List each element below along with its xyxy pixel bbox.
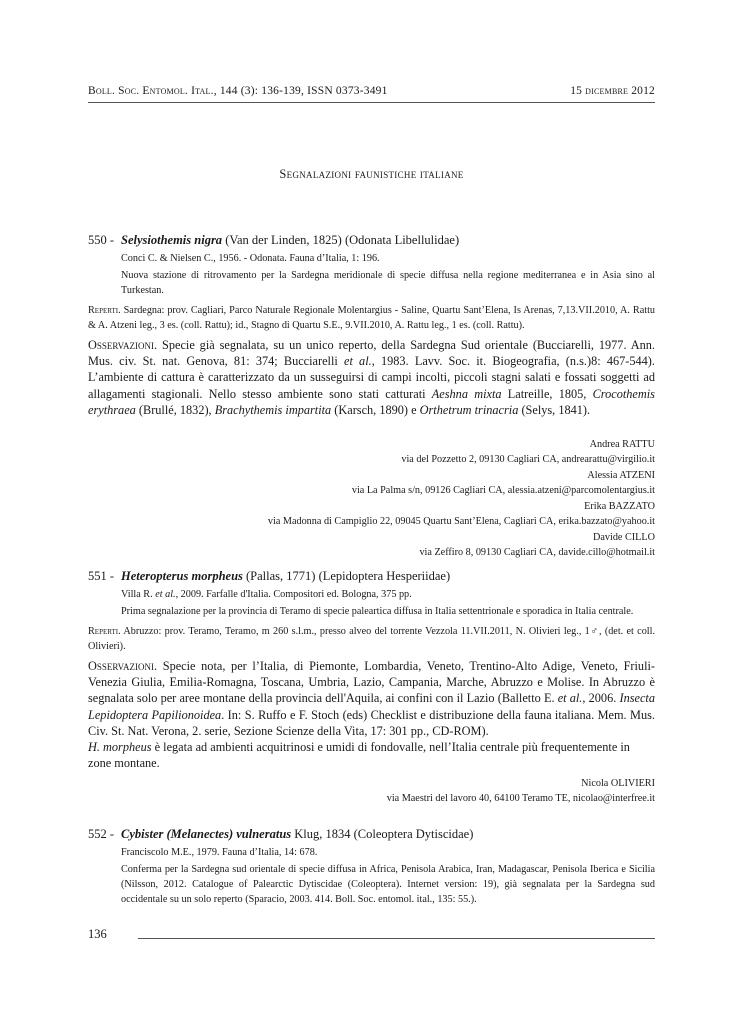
observations-continuation — [88, 739, 655, 771]
observations-text: Latreille, 1805, — [507, 386, 587, 401]
author-name: Davide CILLO — [593, 532, 655, 544]
observations-text: (Karsch, 1890) e — [334, 402, 417, 417]
observations-italic: et al. — [557, 691, 583, 706]
record-note: Conferma per la Sardegna sud orientale di specie diffusa in Africa, Penisola Arabica, Iran, Madagascar, Penisola Iberica e Sicilia (Nilsson, 2012. Catalogue of Palearctic Dytiscidae (Coleoptera). Internet version: 19), già segnalata per la Sardegna sud occidentale su un solo reperto (Sparacio, 2003. 414. Boll. Soc. entomol. ital., 135: 55.). — [121, 864, 655, 905]
record-note: Nuova stazione di ritrovamento per la Sardegna meridionale di specie diffusa nella regione mediterranea e in Asia sino al Turkestan. — [121, 270, 655, 296]
observations-paragraph — [88, 658, 655, 739]
citation-italic: et al. — [155, 589, 176, 600]
record-number: 552 - — [88, 827, 115, 841]
reference-citation: Franciscolo M.E., 1979. Fauna d’Italia, 14: 678. — [121, 847, 318, 858]
citation-text: , 2009. Farfalle d'Italia. Compositori ed. Bologna, 375 pp. — [175, 589, 412, 600]
section-title: Segnalazioni faunistiche italiane — [279, 167, 464, 181]
issue-date: 15 dicembre 2012 — [570, 85, 655, 97]
journal-citation: Boll. Soc. Entomol. Ital., 144 (3): 136-139, ISSN 0373-3491 — [88, 85, 388, 97]
author-address: via Zeffiro 8, 09130 Cagliari CA, davide.cillo@hotmail.it — [419, 546, 655, 558]
record-number: 550 - — [88, 233, 115, 247]
author-address: via La Palma s/n, 09126 Cagliari CA, alessia.atzeni@parcomolentargius.it — [351, 484, 655, 496]
observations-text: Specie già segnalata, su un unico reperto, della Sardegna Sud orientale (Bucciarelli, 1977. Ann. Mus. civ. St. nat. Genova, 81: 374; Bucciarelli — [88, 338, 656, 369]
observations-text: Specie nota, per l’Italia, di Piemonte, Lombardia, Veneto, Trentino-Alto Adige, Veneto, Friuli-Venezia Giulia, Emilia-Romagna, Toscana, Umbria, Lazio, Campania, Marche, Abruzzo e Molise. In Abruzzo è segnalata solo per aree montane della provincia dell'Aquila, ai confini con il Lazio (Balletto E. — [88, 659, 656, 706]
species-authority: (Van der Linden, 1825) (Odonata Libellulidae) — [225, 233, 460, 247]
reperti-text: Abruzzo: prov. Teramo, Teramo, m 260 s.l.m., presso alveo del torrente Vezzola 11.VII.2011, N. Olivieri leg., 1♂, (det. et coll. Olivieri). — [88, 626, 656, 652]
record-550 — [88, 232, 655, 562]
species-italic: Orthetrum trinacria — [419, 402, 519, 417]
species-italic: Aeshna mixta — [431, 386, 502, 401]
observations-text: , 2006. — [582, 691, 617, 706]
species-authority: (Pallas, 1771) (Lepidoptera Hesperiidae) — [246, 569, 451, 583]
reference-citation: Conci C. & Nielsen C., 1956. - Odonata. Fauna d’Italia, 1: 196. — [121, 253, 380, 264]
observations-paragraph — [88, 337, 655, 418]
author-address: via Maestri del lavoro 40, 64100 Teramo TE, nicolao@interfree.it — [386, 792, 655, 804]
reperti-paragraph — [88, 303, 655, 333]
species-italic: H. morpheus — [88, 740, 152, 755]
citation-text: Villa R. — [121, 589, 153, 600]
record-note: Prima segnalazione per la provincia di Teramo di specie paleartica diffusa in Italia settentrionale e sporadica in Italia centrale. — [121, 606, 634, 617]
observations-text: (Brullé, 1832), — [138, 402, 212, 417]
author-block — [88, 438, 655, 560]
species-italic: Brachythemis impartita — [214, 402, 332, 417]
reperti-label: Reperti. — [88, 626, 121, 637]
author-block — [88, 777, 655, 806]
record-heading — [88, 826, 655, 842]
author-name: Nicola OLIVIERI — [581, 778, 655, 790]
reperti-paragraph — [88, 624, 655, 654]
observations-label: Osservazioni. — [88, 338, 158, 352]
page-number: 136 — [88, 927, 107, 941]
observations-text: è legata ad ambienti acquitrinosi e umidi di fondovalle, nell’Italia centrale più frequentemente in zone montane. — [88, 740, 630, 771]
observations-text: . In: S. Ruffo e F. Stoch (eds) Checklist e distribuzione della fauna italiana. Mem. Mus. Civ. St. Nat. Verona, 2. serie, Sezione Scienze della Vita, 17: 301 pp., CD-ROM). — [88, 707, 655, 738]
taxon-italic: Insecta Lepidoptera Papilionoidea — [88, 691, 655, 722]
journal-page — [88, 0, 655, 1024]
observations-label: Osservazioni. — [88, 659, 158, 673]
observations-text: (Selys, 1841). — [521, 402, 591, 417]
species-authority: Klug, 1834 (Coleoptera Dytiscidae) — [294, 827, 474, 841]
record-heading — [88, 232, 655, 248]
author-name: Andrea RATTU — [589, 439, 655, 451]
record-551 — [88, 568, 655, 808]
author-name: Erika BAZZATO — [584, 501, 655, 513]
observations-italic: et al. — [344, 354, 372, 369]
reference-citation — [121, 587, 655, 602]
species-name: Selysiothemis nigra — [121, 233, 223, 247]
record-552 — [88, 826, 655, 907]
author-name: Alessia ATZENI — [587, 470, 655, 482]
header-rule — [88, 102, 655, 103]
species-name: Cybister (Melanectes) vulneratus — [121, 827, 292, 841]
author-address: via Madonna di Campiglio 22, 09045 Quartu Sant’Elena, Cagliari CA, erika.bazzato@yahoo.it — [267, 515, 655, 527]
observations-text: , 1983. Lavv. Soc. it. Biogeografia, (n.s.)8: 467-544). L’ambiente di cattura è caratterizzato da un susseguirsi di campi incolti, piccoli stagni salati e fossati soggetti ad allagamenti stagionali. Nello stesso ambiente sono stati catturati — [88, 354, 655, 401]
species-italic: Crocothemis erythraea — [88, 386, 655, 417]
author-address: via del Pozzetto 2, 09130 Cagliari CA, andrearattu@virgilio.it — [401, 453, 655, 465]
reperti-label: Reperti. — [88, 305, 121, 316]
footer-rule — [138, 938, 655, 939]
record-heading — [88, 568, 655, 584]
running-head — [88, 85, 655, 101]
reperti-text: Sardegna: prov. Cagliari, Parco Naturale Regionale Molentargius - Saline, Quartu Sant’Elena, Is Arenas, 7,13.VII.2010, A. Rattu & A. Atzeni leg., 3 es. (coll. Rattu); id., Stagno di Quartu S.E., 9.VII.2010, A. Rattu leg., 1 es. (coll. Rattu). — [88, 305, 656, 331]
record-number: 551 - — [88, 569, 115, 583]
species-name: Heteropterus morpheus — [121, 569, 243, 583]
